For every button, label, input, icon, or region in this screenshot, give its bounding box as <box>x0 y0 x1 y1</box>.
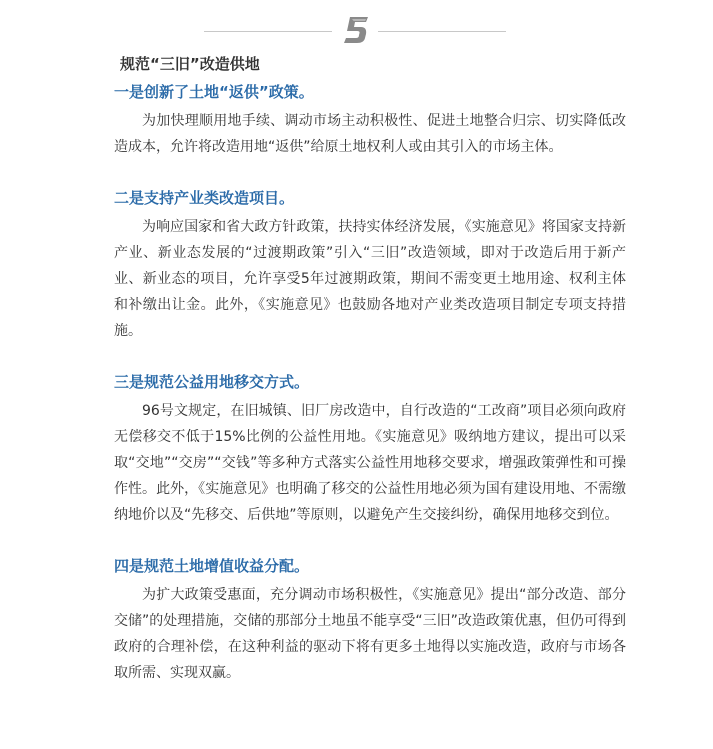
section-heading: 一是创新了土地“返供”政策。 <box>114 83 314 101</box>
section-3 <box>114 370 626 528</box>
section-heading: 三是规范公益用地移交方式。 <box>114 373 310 391</box>
section-paragraph: 为扩大政策受惠面，充分调动市场积极性，《实施意见》提出“部分改造、部分交储”的处理措施，交储的那部分土地虽不能享受“三旧”改造政策优惠，但仍可得到政府的合理补偿，在这种利益的驱动下将有更多土地得以实施改造，政府与市场各取所需、实现双赢。 <box>114 587 626 681</box>
section-4 <box>114 554 626 686</box>
section-paragraph: 为响应国家和省大政方针政策，扶持实体经济发展，《实施意见》将国家支持新产业、新业态发展的“过渡期政策”引入“三旧”改造领域，即对于改造后用于新产业、新业态的项目，允许享受5年过渡期政策，期间不需变更土地用途、权利主体和补缴出让金。此外，《实施意见》也鼓励各地对产业类改造项目制定专项支持措施。 <box>114 219 626 339</box>
number-5-icon <box>340 15 372 45</box>
section-paragraph: 96号文规定，在旧城镇、旧厂房改造中，自行改造的“工改商”项目必须向政府无偿移交不低于15%比例的公益性用地。《实施意见》吸纳地方建议，提出可以采取“交地”“交房”“交钱”等多种方式落实公益性用地移交要求，增强政策弹性和可操作性。此外，《实施意见》也明确了移交的公益性用地必须为国有建设用地、不需缴纳地价以及“先移交、后供地”等原则，以避免产生交接纠纷，确保用地移交到位。 <box>114 403 626 523</box>
section-heading: 二是支持产业类改造项目。 <box>114 189 295 207</box>
divider-line-left <box>204 31 332 32</box>
section-1 <box>114 80 626 160</box>
topic-title: 规范“三旧”改造供地 <box>120 55 260 73</box>
divider-line-right <box>378 31 506 32</box>
section-paragraph: 为加快理顺用地手续、调动市场主动积极性、促进土地整合归宗、切实降低改造成本，允许将改造用地“返供”给原土地权利人或由其引入的市场主体。 <box>114 113 626 155</box>
section-divider <box>0 15 713 45</box>
section-heading: 四是规范土地增值收益分配。 <box>114 557 310 575</box>
section-2 <box>114 186 626 344</box>
article-body <box>114 52 626 686</box>
